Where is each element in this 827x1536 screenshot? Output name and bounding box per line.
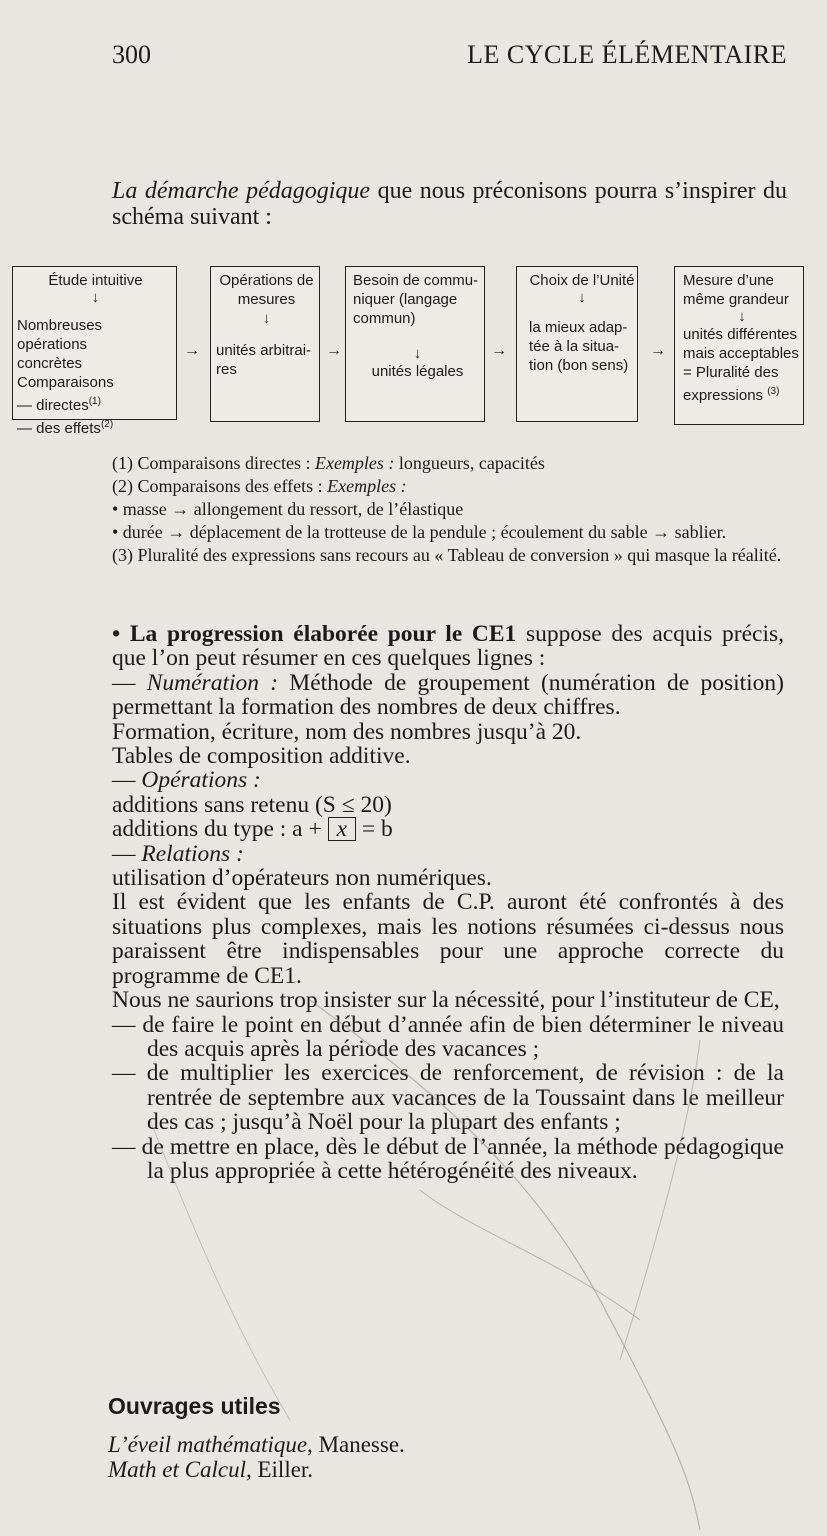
box1-line2: concrètes [17, 355, 83, 372]
note-2-bullet-2: • durée → déplacement de la trotteuse de la pendule ; écoulement du sable → sablier. [112, 522, 727, 542]
ouvrages-heading: Ouvrages utiles [108, 1393, 281, 1419]
dash-item-3: — de mettre en place, dès le début de l’année, la méthode pédagogique la plus appropriée à cette hétérogénéité des niveaux. [112, 1133, 784, 1184]
box3-down-arrow: ↓ [413, 345, 422, 362]
box2-l1: unités arbitrai- [216, 342, 312, 359]
box5-l3: unités différentes [683, 326, 797, 343]
box1-line3: Comparaisons [17, 374, 114, 391]
box2-title-l2: mesures [237, 291, 296, 308]
box1-line4: — directes$^{(1)}$ [17, 396, 101, 414]
numeration-item: — Numération : Méthode de groupement (numération de position) permettant la formation des nombres de deux chiffres. [112, 669, 784, 721]
box4-l2: tée à la situa- [529, 338, 620, 355]
box2-l2: res [216, 361, 237, 378]
arrow-3: → [491, 342, 507, 359]
box5-l6: expressions $^{(3)}$ [683, 386, 780, 404]
relations-text: utilisation d’opérateurs non numériques. [112, 865, 492, 892]
insist-paragraph: Nous ne saurions trop insister sur la nécessité, pour l’instituteur de CE, [112, 987, 780, 1014]
box1-title: Étude intuitive [48, 272, 143, 289]
page-number: 300 [112, 40, 151, 69]
box1-line1: Nombreuses opérations [17, 317, 103, 353]
operations-heading: — Opérations : [112, 767, 261, 794]
arrow-1: → [184, 342, 200, 359]
intro-rest: que nous préconisons pourra s’inspirer du schéma suivant : [112, 178, 787, 230]
note-2-bullet-1: • masse → allongement du ressort, de l’élastique [112, 499, 464, 519]
formation-line: Formation, écriture, nom des nombres jusqu’à 20. [112, 718, 582, 745]
box1-line5: — des effets$^{(2)}$ [17, 419, 114, 437]
box2-title-l1: Opérations de [219, 272, 314, 289]
note-2: (2) Comparaisons des effets : Exemples : [112, 476, 407, 496]
note-1: (1) Comparaisons directes : Exemples : longueurs, capacités [112, 453, 545, 473]
box3-l3: commun) [353, 310, 416, 327]
running-title: LE CYCLE ÉLÉMENTAIRE [467, 40, 787, 69]
additions-line-2: additions du type : a + x = b [112, 816, 393, 843]
tables-line: Tables de composition additive. [112, 743, 411, 770]
dash-item-2: — de multiplier les exercices de renforcement, de révision : de la rentrée de septembre aux vacances de la Toussaint dans le meilleur des cas ; jusqu’à Noël pour la plupart des enfants ; [112, 1060, 784, 1136]
box5-l1: Mesure d’une [683, 272, 774, 289]
boxed-x: x [328, 817, 356, 841]
box5-down-arrow: ↓ [738, 308, 746, 325]
box3-l1: Besoin de commu- [353, 272, 479, 289]
box2-down-arrow: ↓ [262, 310, 271, 327]
box3-l2: niquer (langage [353, 291, 458, 308]
box4-title: Choix de l’Unité [529, 272, 635, 289]
intro-lead: La démarche pédagogique [112, 178, 371, 204]
box4-l3: tion (bon sens) [529, 357, 629, 374]
box5-l4: mais acceptables [683, 345, 799, 362]
box1-down-arrow: ↓ [91, 289, 100, 306]
reference-2: Math et Calcul, Eiller. [108, 1457, 314, 1482]
evident-paragraph: Il est évident que les enfants de C.P. auront été confrontés à des situations plus complexes, mais les notions résumées ci-dessus nous paraissent être indispensables pour une approche correcte du programme de CE1. [112, 889, 784, 989]
arrow-2: → [326, 342, 342, 359]
additions-line-1: additions sans retenu (S ≤ 20) [112, 791, 392, 818]
box3-result: unités légales [371, 363, 464, 380]
reference-1: L’éveil mathématique, Manesse. [108, 1432, 405, 1457]
box4-l1: la mieux adap- [529, 319, 628, 336]
box4-down-arrow: ↓ [578, 289, 586, 306]
box5-l5: = Pluralité des [683, 364, 779, 381]
note-3: (3) Pluralité des expressions sans recours au « Tableau de conversion » qui masque la réalité. [112, 545, 782, 565]
progression-paragraph: • La progression élaborée pour le CE1 suppose des acquis précis, que l’on peut résumer en ces quelques lignes : [112, 621, 784, 672]
dash-item-1: — de faire le point en début d’année afin de bien déterminer le niveau des acquis après la période des vacances ; [112, 1011, 784, 1062]
relations-heading: — Relations : [112, 840, 244, 867]
arrow-4: → [650, 342, 666, 359]
box5-l2: même grandeur [683, 291, 789, 308]
